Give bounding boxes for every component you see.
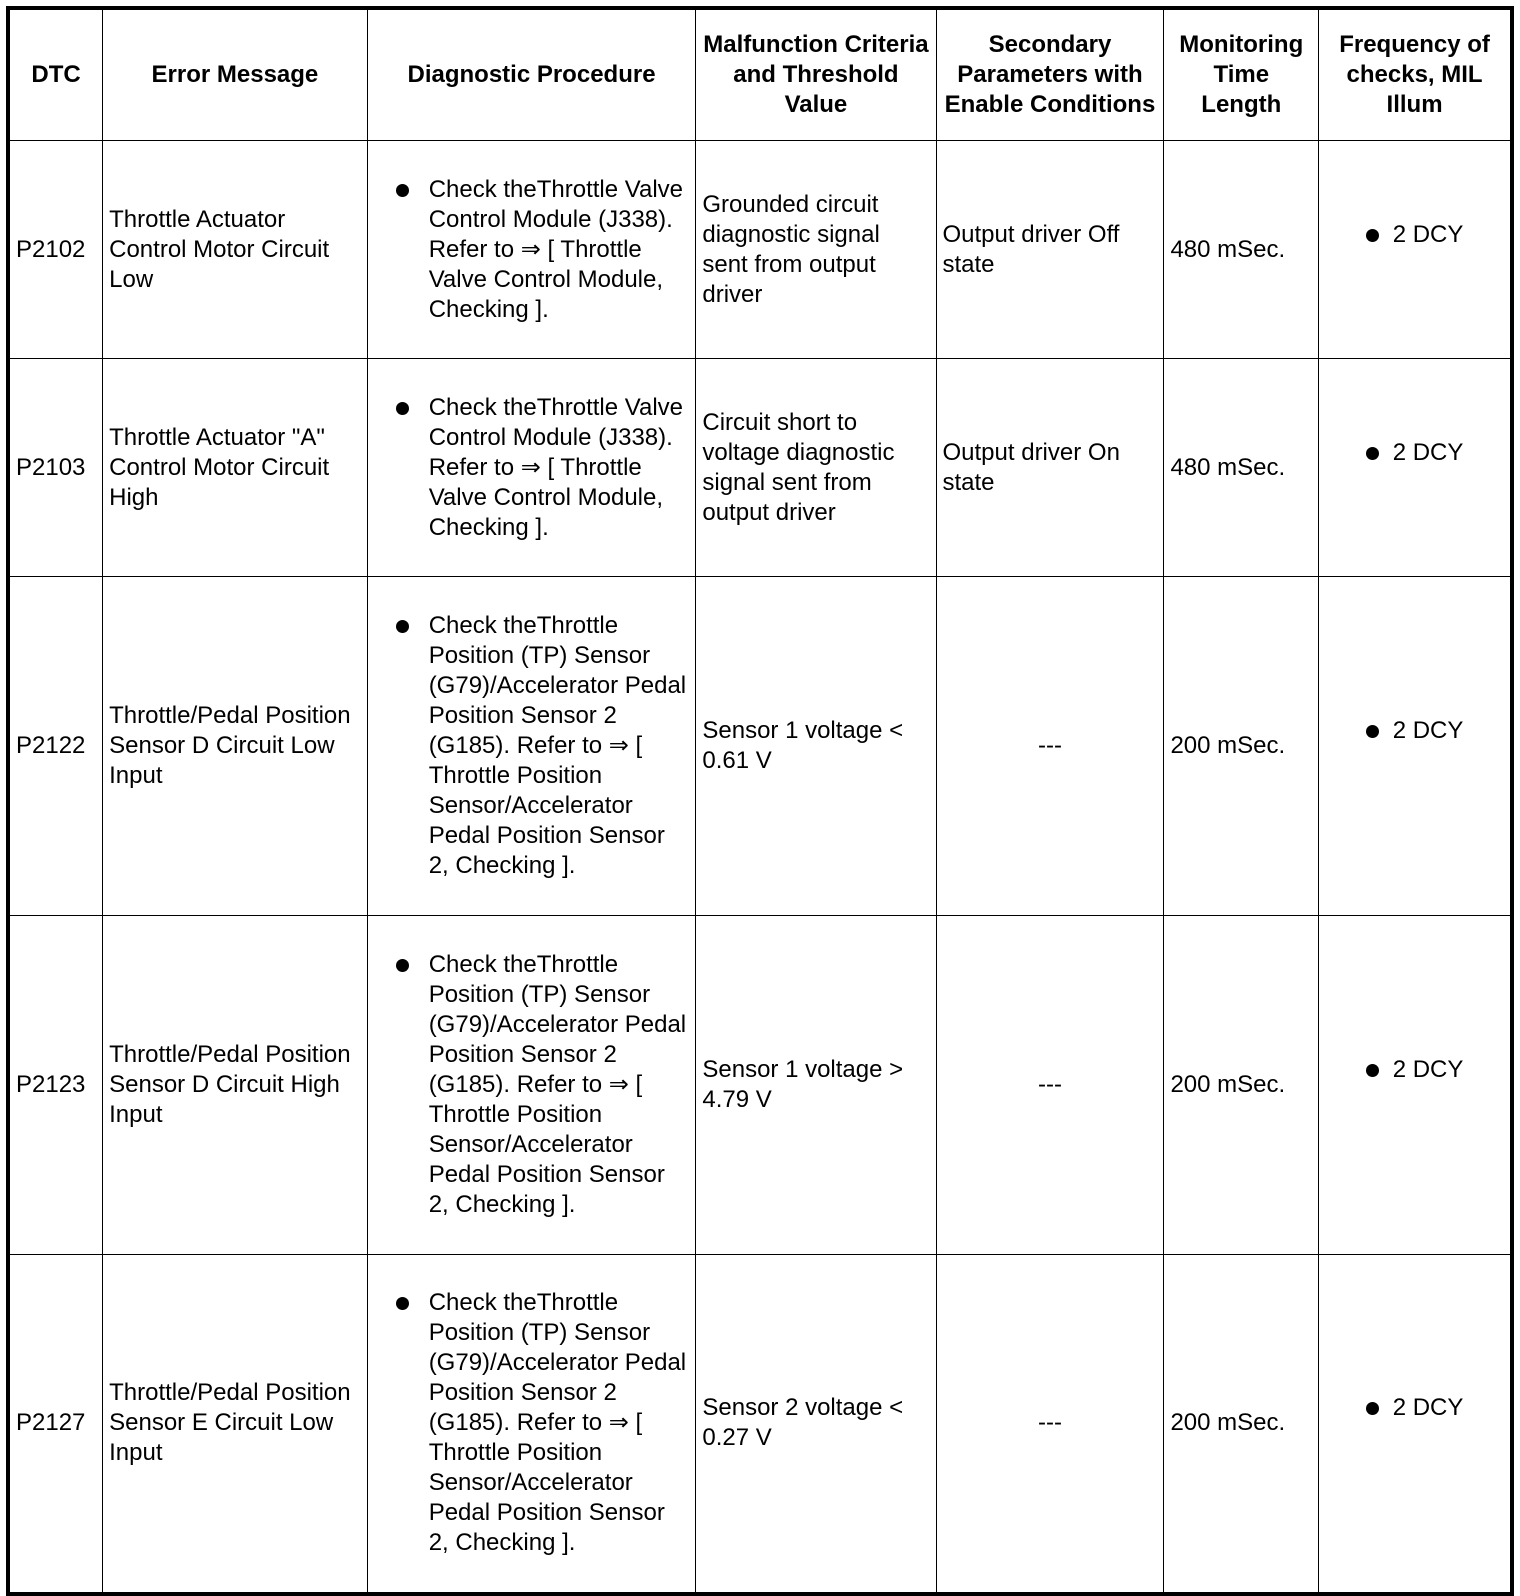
- malfunction-criteria: Grounded circuit diagnostic signal sent from output driver: [696, 141, 936, 359]
- bullet-icon: [1366, 1064, 1379, 1077]
- diagnostic-procedure: [367, 359, 696, 577]
- monitoring-time: 200 mSec.: [1164, 1255, 1319, 1594]
- table-row: [8, 577, 1512, 916]
- procedure-text: Check theThrottle Position (TP) Sensor (G79)/Accelerator Pedal Position Sensor 2 (G185). Refer to ⇒ [ Throttle Position Sensor/Accelerator Pedal Position Sensor 2, Checking ].: [428, 951, 687, 1218]
- frequency-cell: [1319, 577, 1512, 916]
- header-monitoring-time: Monitoring Time Length: [1164, 8, 1319, 141]
- frequency-value: 2 DCY: [1392, 438, 1464, 466]
- header-row: [8, 8, 1512, 141]
- bullet-icon: [1366, 229, 1379, 242]
- diagnostic-procedure: [367, 141, 696, 359]
- procedure-text: Check theThrottle Position (TP) Sensor (G79)/Accelerator Pedal Position Sensor 2 (G185). Refer to ⇒ [ Throttle Position Sensor/Accelerator Pedal Position Sensor 2, Checking ].: [428, 1289, 687, 1557]
- error-message: Throttle Actuator Control Motor Circuit Low: [103, 141, 368, 359]
- malfunction-criteria: Sensor 1 voltage < 0.61 V: [696, 577, 936, 916]
- bullet-icon: [1366, 1402, 1379, 1415]
- table-row: [8, 141, 1512, 359]
- bullet-icon: [396, 959, 409, 972]
- malfunction-criteria: Sensor 2 voltage < 0.27 V: [696, 1255, 936, 1594]
- dtc-code: P2122: [8, 577, 103, 916]
- diagnostic-procedure: [367, 916, 696, 1255]
- malfunction-criteria: Circuit short to voltage diagnostic signal sent from output driver: [696, 359, 936, 577]
- header-diagnostic-procedure: Diagnostic Procedure: [367, 8, 696, 141]
- header-malfunction-criteria: Malfunction Criteria and Threshold Value: [696, 8, 936, 141]
- header-dtc: DTC: [8, 8, 103, 141]
- header-secondary-parameters: Secondary Parameters with Enable Conditions: [936, 8, 1164, 141]
- secondary-parameters: Output driver Off state: [936, 141, 1164, 359]
- header-frequency: Frequency of checks, MIL Illum: [1319, 8, 1512, 141]
- monitoring-time: 200 mSec.: [1164, 916, 1319, 1255]
- diagnostic-procedure: [367, 1255, 696, 1594]
- monitoring-time: 480 mSec.: [1164, 141, 1319, 359]
- malfunction-criteria: Sensor 1 voltage > 4.79 V: [696, 916, 936, 1255]
- error-message: Throttle/Pedal Position Sensor E Circuit Low Input: [103, 1255, 368, 1594]
- bullet-icon: [396, 402, 409, 415]
- bullet-icon: [396, 1297, 409, 1310]
- error-message: Throttle/Pedal Position Sensor D Circuit Low Input: [103, 577, 368, 916]
- header-error-message: Error Message: [103, 8, 368, 141]
- error-message: Throttle/Pedal Position Sensor D Circuit High Input: [103, 916, 368, 1255]
- dtc-code: P2127: [8, 1255, 103, 1594]
- frequency-cell: [1319, 1255, 1512, 1594]
- diagnostic-procedure: [367, 577, 696, 916]
- frequency-value: 2 DCY: [1392, 220, 1464, 248]
- dtc-code: P2123: [8, 916, 103, 1255]
- secondary-parameters: ---: [936, 577, 1164, 916]
- frequency-cell: [1319, 141, 1512, 359]
- monitoring-time: 200 mSec.: [1164, 577, 1319, 916]
- secondary-parameters: ---: [936, 916, 1164, 1255]
- bullet-icon: [1366, 725, 1379, 738]
- bullet-icon: [1366, 447, 1379, 460]
- dtc-code: P2102: [8, 141, 103, 359]
- frequency-value: 2 DCY: [1392, 1056, 1464, 1083]
- procedure-text: Check theThrottle Position (TP) Sensor (G79)/Accelerator Pedal Position Sensor 2 (G185). Refer to ⇒ [ Throttle Position Sensor/Accelerator Pedal Position Sensor 2, Checking ].: [428, 612, 687, 879]
- table-row: [8, 916, 1512, 1255]
- frequency-cell: [1319, 916, 1512, 1255]
- bullet-icon: [396, 620, 409, 633]
- table-row: [8, 359, 1512, 577]
- dtc-table: [6, 6, 1514, 1596]
- monitoring-time: 480 mSec.: [1164, 359, 1319, 577]
- table-row: [8, 1255, 1512, 1594]
- procedure-text: Check theThrottle Valve Control Module (J338). Refer to ⇒ [ Throttle Valve Control Module, Checking ].: [428, 393, 684, 541]
- frequency-value: 2 DCY: [1392, 1394, 1464, 1422]
- frequency-cell: [1319, 359, 1512, 577]
- error-message: Throttle Actuator "A" Control Motor Circuit High: [103, 359, 368, 577]
- procedure-text: Check theThrottle Valve Control Module (J338). Refer to ⇒ [ Throttle Valve Control Module, Checking ].: [428, 175, 684, 323]
- secondary-parameters: ---: [936, 1255, 1164, 1594]
- secondary-parameters: Output driver On state: [936, 359, 1164, 577]
- dtc-code: P2103: [8, 359, 103, 577]
- bullet-icon: [396, 184, 409, 197]
- frequency-value: 2 DCY: [1392, 717, 1464, 744]
